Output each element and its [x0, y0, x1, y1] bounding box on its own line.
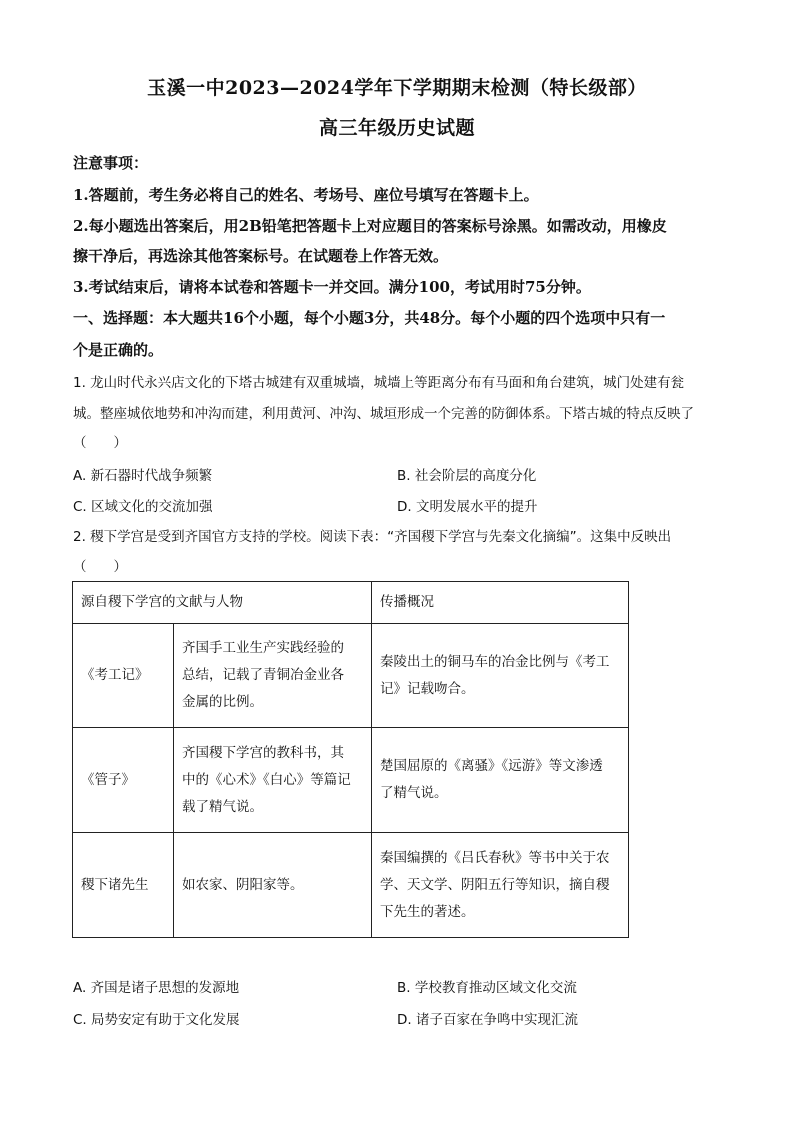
notice-item-2-line2: 擦干净后，再选涂其他答案标号。在试题卷上作答无效。	[73, 247, 449, 265]
table-row	[73, 624, 629, 728]
exam-title-line1: 玉溪一中2023—2024学年下学期期末检测（特长级部）	[147, 77, 647, 99]
q1-option-a: A. 新石器时代战争频繁	[73, 468, 213, 484]
q2-row2-desc-line2: 中的《心术》《白心》等篇记	[182, 771, 351, 788]
q2-row1-desc-line2: 总结，记载了青铜冶金业各	[182, 667, 344, 683]
q2-answer-blank: （ ）	[73, 559, 127, 575]
q2-table-header-col2: 传播概况	[372, 582, 629, 624]
q2-row1-desc	[174, 624, 372, 728]
table-row	[73, 833, 629, 938]
q2-row3-spread	[372, 833, 629, 938]
q2-option-d: D. 诸子百家在争鸣中实现汇流	[397, 1012, 578, 1028]
q2-table-header-col1: 源自稷下学宫的文献与人物	[73, 582, 372, 624]
q2-row2-desc-line3: 载了精气说。	[182, 798, 263, 815]
q2-option-b: B. 学校教育推动区域文化交流	[397, 980, 577, 996]
section1-heading-line1: 一、选择题：本大题共16个小题，每个小题3分，共48分。每个小题的四个选项中只有一	[73, 309, 666, 327]
q2-table	[72, 581, 629, 938]
q2-option-a: A. 齐国是诸子思想的发源地	[73, 980, 240, 996]
q1-option-b: B. 社会阶层的高度分化	[397, 468, 537, 484]
q2-row3-desc-line1: 如农家、阴阳家等。	[182, 876, 304, 893]
q1-option-d: D. 文明发展水平的提升	[397, 499, 538, 515]
q1-option-c: C. 区域文化的交流加强	[73, 499, 213, 515]
q2-row3-spread-line1: 秦国编撰的《吕氏春秋》等书中关于农	[380, 849, 610, 866]
q2-row1-name: 《考工记》	[73, 624, 174, 728]
q1-answer-blank: （ ）	[73, 435, 127, 451]
q2-row2-desc	[174, 728, 372, 833]
q2-table-header-row	[73, 582, 629, 624]
section1-heading-line2: 个是正确的。	[73, 341, 164, 359]
table-row	[73, 728, 629, 833]
q2-row1-desc-line1: 齐国手工业生产实践经验的	[182, 640, 344, 656]
notice-heading: 注意事项：	[73, 154, 149, 172]
notice-item-2-line1: 2.每小题选出答案后，用2B铅笔把答题卡上对应题目的答案标号涂黑。如需改动，用橡皮	[73, 217, 667, 235]
q2-row2-name: 《管子》	[73, 728, 174, 833]
notice-item-3: 3.考试结束后，请将本试卷和答题卡一并交回。满分100，考试用时75分钟。	[73, 278, 591, 296]
notice-item-1: 1.答题前，考生务必将自己的姓名、考场号、座位号填写在答题卡上。	[73, 186, 539, 204]
q1-stem-line2: 城。整座城依地势和冲沟而建，利用黄河、冲沟、城垣形成一个完善的防御体系。下塔古城的特点反映了	[73, 406, 694, 422]
q2-stem-line1: 2. 稷下学宫是受到齐国官方支持的学校。阅读下表：“齐国稷下学宫与先秦文化摘编”。这集中反映出	[73, 529, 672, 545]
q2-row1-spread	[372, 624, 629, 728]
q2-row3-spread-line3: 下先生的著述。	[380, 903, 475, 920]
q2-row2-spread-line1: 楚国屈原的《离骚》《远游》等文渗透	[380, 758, 603, 774]
q2-row3-spread-line2: 学、天文学、阴阳五行等知识，摘自稷	[380, 876, 610, 893]
q2-row3-name: 稷下诸先生	[73, 833, 174, 938]
q2-row2-spread	[372, 728, 629, 833]
exam-title-line2: 高三年级历史试题	[318, 117, 475, 139]
q2-row1-spread-line1: 秦陵出土的铜马车的冶金比例与《考工	[380, 653, 610, 670]
q2-option-c: C. 局势安定有助于文化发展	[73, 1012, 240, 1028]
q1-stem-line1: 1. 龙山时代永兴店文化的下塔古城建有双重城墙，城墙上等距离分布有马面和角台建筑，城门处建有瓮	[73, 375, 685, 391]
q2-row3-desc	[174, 833, 372, 938]
q2-row2-desc-line1: 齐国稷下学宫的教科书，其	[182, 744, 344, 761]
q2-row1-desc-line3: 金属的比例。	[182, 694, 263, 710]
q2-row1-spread-line2: 记》记载吻合。	[380, 680, 475, 697]
q2-row2-spread-line2: 了精气说。	[380, 785, 448, 801]
